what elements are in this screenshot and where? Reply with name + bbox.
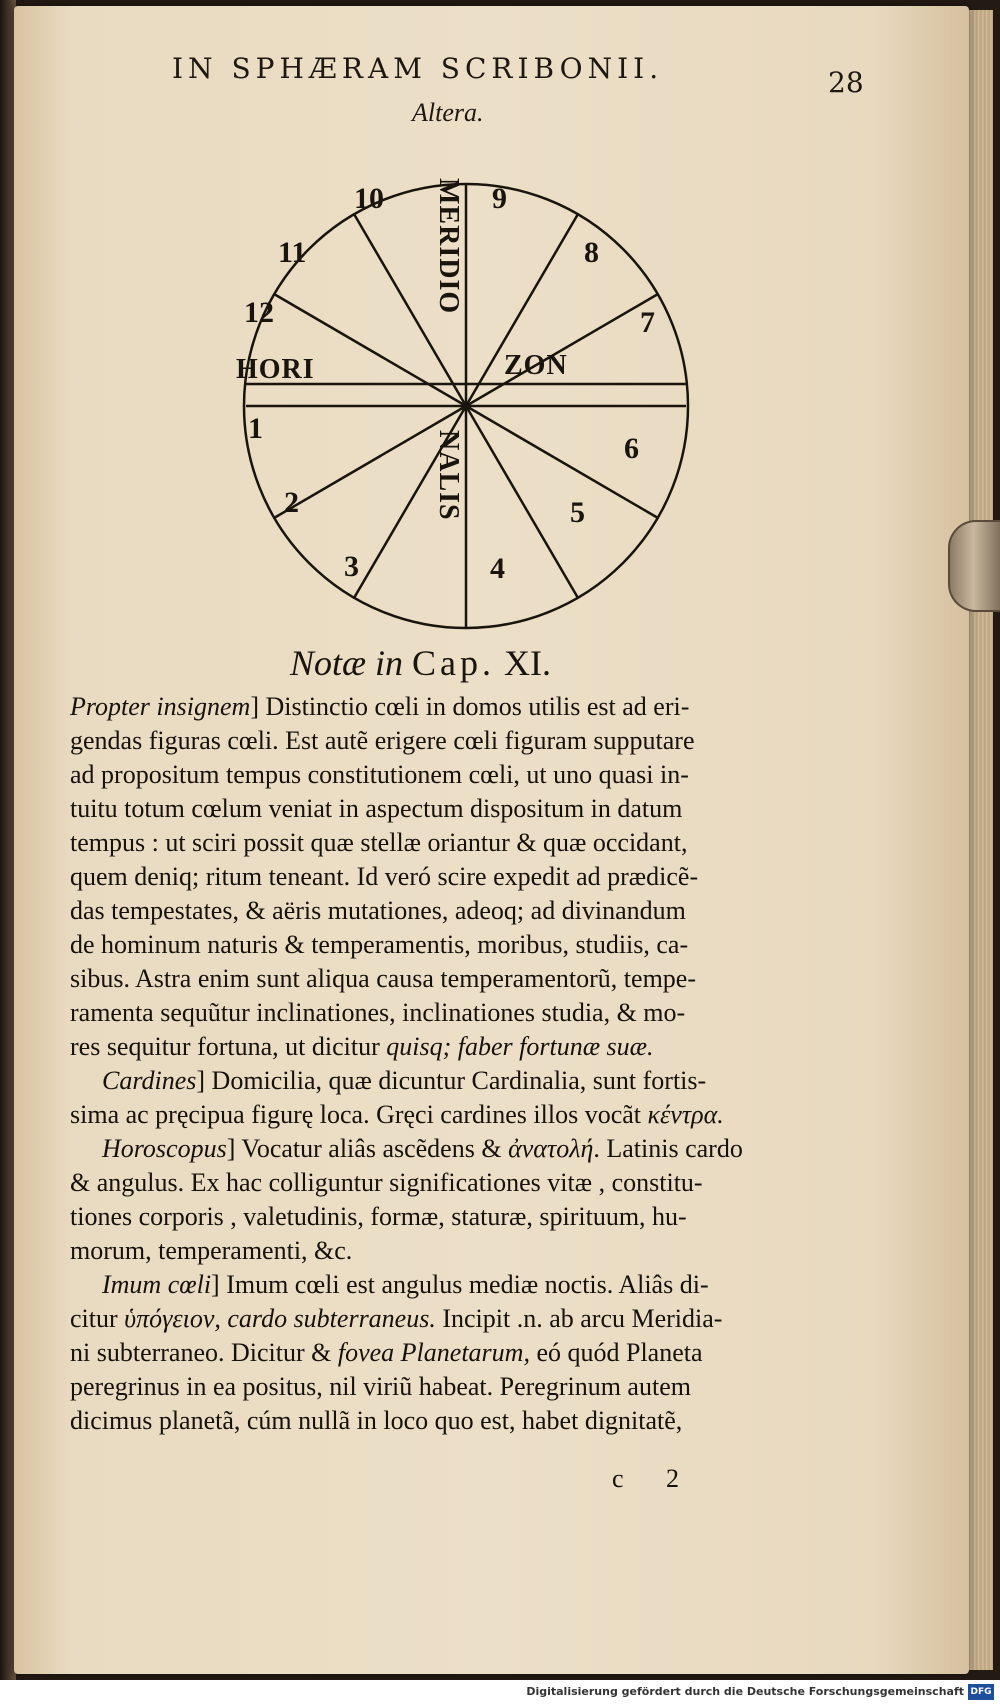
text-line [70,962,870,996]
house-number-5: 5 [570,496,585,529]
italic-span: Propter insignem [70,692,251,721]
text-span: eó quód Planeta [529,1338,703,1367]
house-number-8: 8 [584,236,599,269]
text-span: morum, temperamenti, &c. [70,1236,353,1265]
text-span: Incipit .n. ab arcu Meridia- [435,1304,723,1333]
house-number-12: 12 [244,296,274,329]
text-span: res sequitur fortuna, ut dicitur [70,1032,387,1061]
text-line [70,1404,870,1438]
house-line [466,406,578,598]
text-span: citur [70,1304,125,1333]
italic-span: κέντρα. [647,1100,724,1129]
text-span: ad propositum tempus constitutionem cœli, ut uno quasi in- [70,760,689,789]
book-clasp [948,520,1000,612]
text-line [70,792,870,826]
italic-span: Imum cœli [102,1270,212,1299]
text-span: tiones corporis , valetudinis, formæ, staturæ, spirituum, hu- [70,1202,687,1231]
text-line [70,928,870,962]
signature-mark: c 2 [612,1464,698,1493]
footer-credit: Digitalisierung gefördert durch die Deutsche Forschungsgemeinschaft [526,1685,964,1698]
text-line [70,690,870,724]
text-span: ] Vocatur aliâs ascẽdens & [226,1134,509,1163]
italic-span: ἀνατολή [508,1134,594,1163]
text-line [70,894,870,928]
axis-label-right: ZON [504,350,568,381]
text-span: quem deniq; ritum teneant. Id veró scire expedit ad prædicẽ- [70,862,699,891]
text-line [70,1200,870,1234]
text-line [70,1302,870,1336]
heading-numeral: XI. [504,643,552,683]
text-line [70,826,870,860]
text-line [70,860,870,894]
heading-nota: Notæ in [290,643,404,683]
body-text [70,690,870,1438]
house-number-4: 4 [490,552,505,585]
text-span: & angulus. Ex hac colliguntur significationes vitæ , constitu- [70,1168,703,1197]
house-number-10: 10 [354,182,384,215]
page-number: 28 [828,66,864,99]
text-line [70,1166,870,1200]
text-span: ] Distinctio cœli in domos utilis est ad eri- [250,692,690,721]
italic-span: Cardines [102,1066,197,1095]
text-span: gendas figuras cœli. Est autẽ erigere cœli figuram supputare [70,726,695,755]
house-number-11: 11 [278,236,307,269]
horoscope-wheel-svg [214,148,714,648]
house-number-3: 3 [344,550,359,583]
house-number-1: 1 [248,412,263,445]
italic-span: ὑπόγειον, cardo subterraneus. [124,1304,436,1333]
text-span: tempus : ut sciri possit quæ stellæ oriantur & quæ occidant, [70,828,688,857]
house-number-7: 7 [640,306,655,339]
text-line [70,1064,870,1098]
text-line [70,1030,870,1064]
text-line [70,1098,870,1132]
text-line [70,1336,870,1370]
text-line [70,1268,870,1302]
italic-span: fovea Planetarum, [337,1338,530,1367]
text-span: ni subterraneo. Dicitur & [70,1338,338,1367]
text-span: ] Imum cœli est angulus mediæ noctis. Aliâs di- [211,1270,709,1299]
text-span: peregrinus in ea positus, nil viriũ habeat. Peregrinum autem [70,1372,691,1401]
text-span: ] Domicilia, quæ dicuntur Cardinalia, sunt fortis- [196,1066,707,1095]
section-heading [290,642,551,684]
text-span: sima ac pręcipua figurę loca. Gręci cardines illos vocãt [70,1100,648,1129]
text-span: das tempestates, & aëris mutationes, adeoq; ad divinandum [70,896,686,925]
text-line [70,1370,870,1404]
italic-span: quisq; faber fortunæ suæ. [386,1032,654,1061]
running-head: IN SPHÆRAM SCRIBONII. [172,52,664,85]
axis-label-left: HORI [236,354,315,385]
heading-cap: Cap. [412,643,496,683]
text-line [70,758,870,792]
italic-span: Horoscopus [102,1134,227,1163]
digitization-footer [0,1680,1000,1706]
house-number-2: 2 [284,486,299,519]
text-line [70,996,870,1030]
text-line [70,1132,870,1166]
axis-label-bottom: NALIS [433,430,464,521]
dfg-logo: DFG [968,1684,994,1700]
house-number-9: 9 [492,182,507,215]
text-span: dicimus planetã, cúm nullã in loco quo est, habet dignitatẽ, [70,1406,683,1435]
text-span: sibus. Astra enim sunt aliqua causa temperamentorũ, tempe- [70,964,696,993]
house-number-6: 6 [624,432,639,465]
text-span: de hominum naturis & temperamentis, moribus, studiis, ca- [70,930,689,959]
text-span: ramenta sequũtur inclinationes, inclinationes studia, & mo- [70,998,686,1027]
text-span: tuitu totum cœlum veniat in aspectum dispositum in datum [70,794,683,823]
text-line [70,1234,870,1268]
text-span: . Latinis cardo [593,1134,743,1163]
text-line [70,724,870,758]
axis-label-top: MERIDIO [433,178,464,315]
horoscope-wheel-diagram [214,148,714,648]
figure-subtitle: Altera. [412,98,484,127]
